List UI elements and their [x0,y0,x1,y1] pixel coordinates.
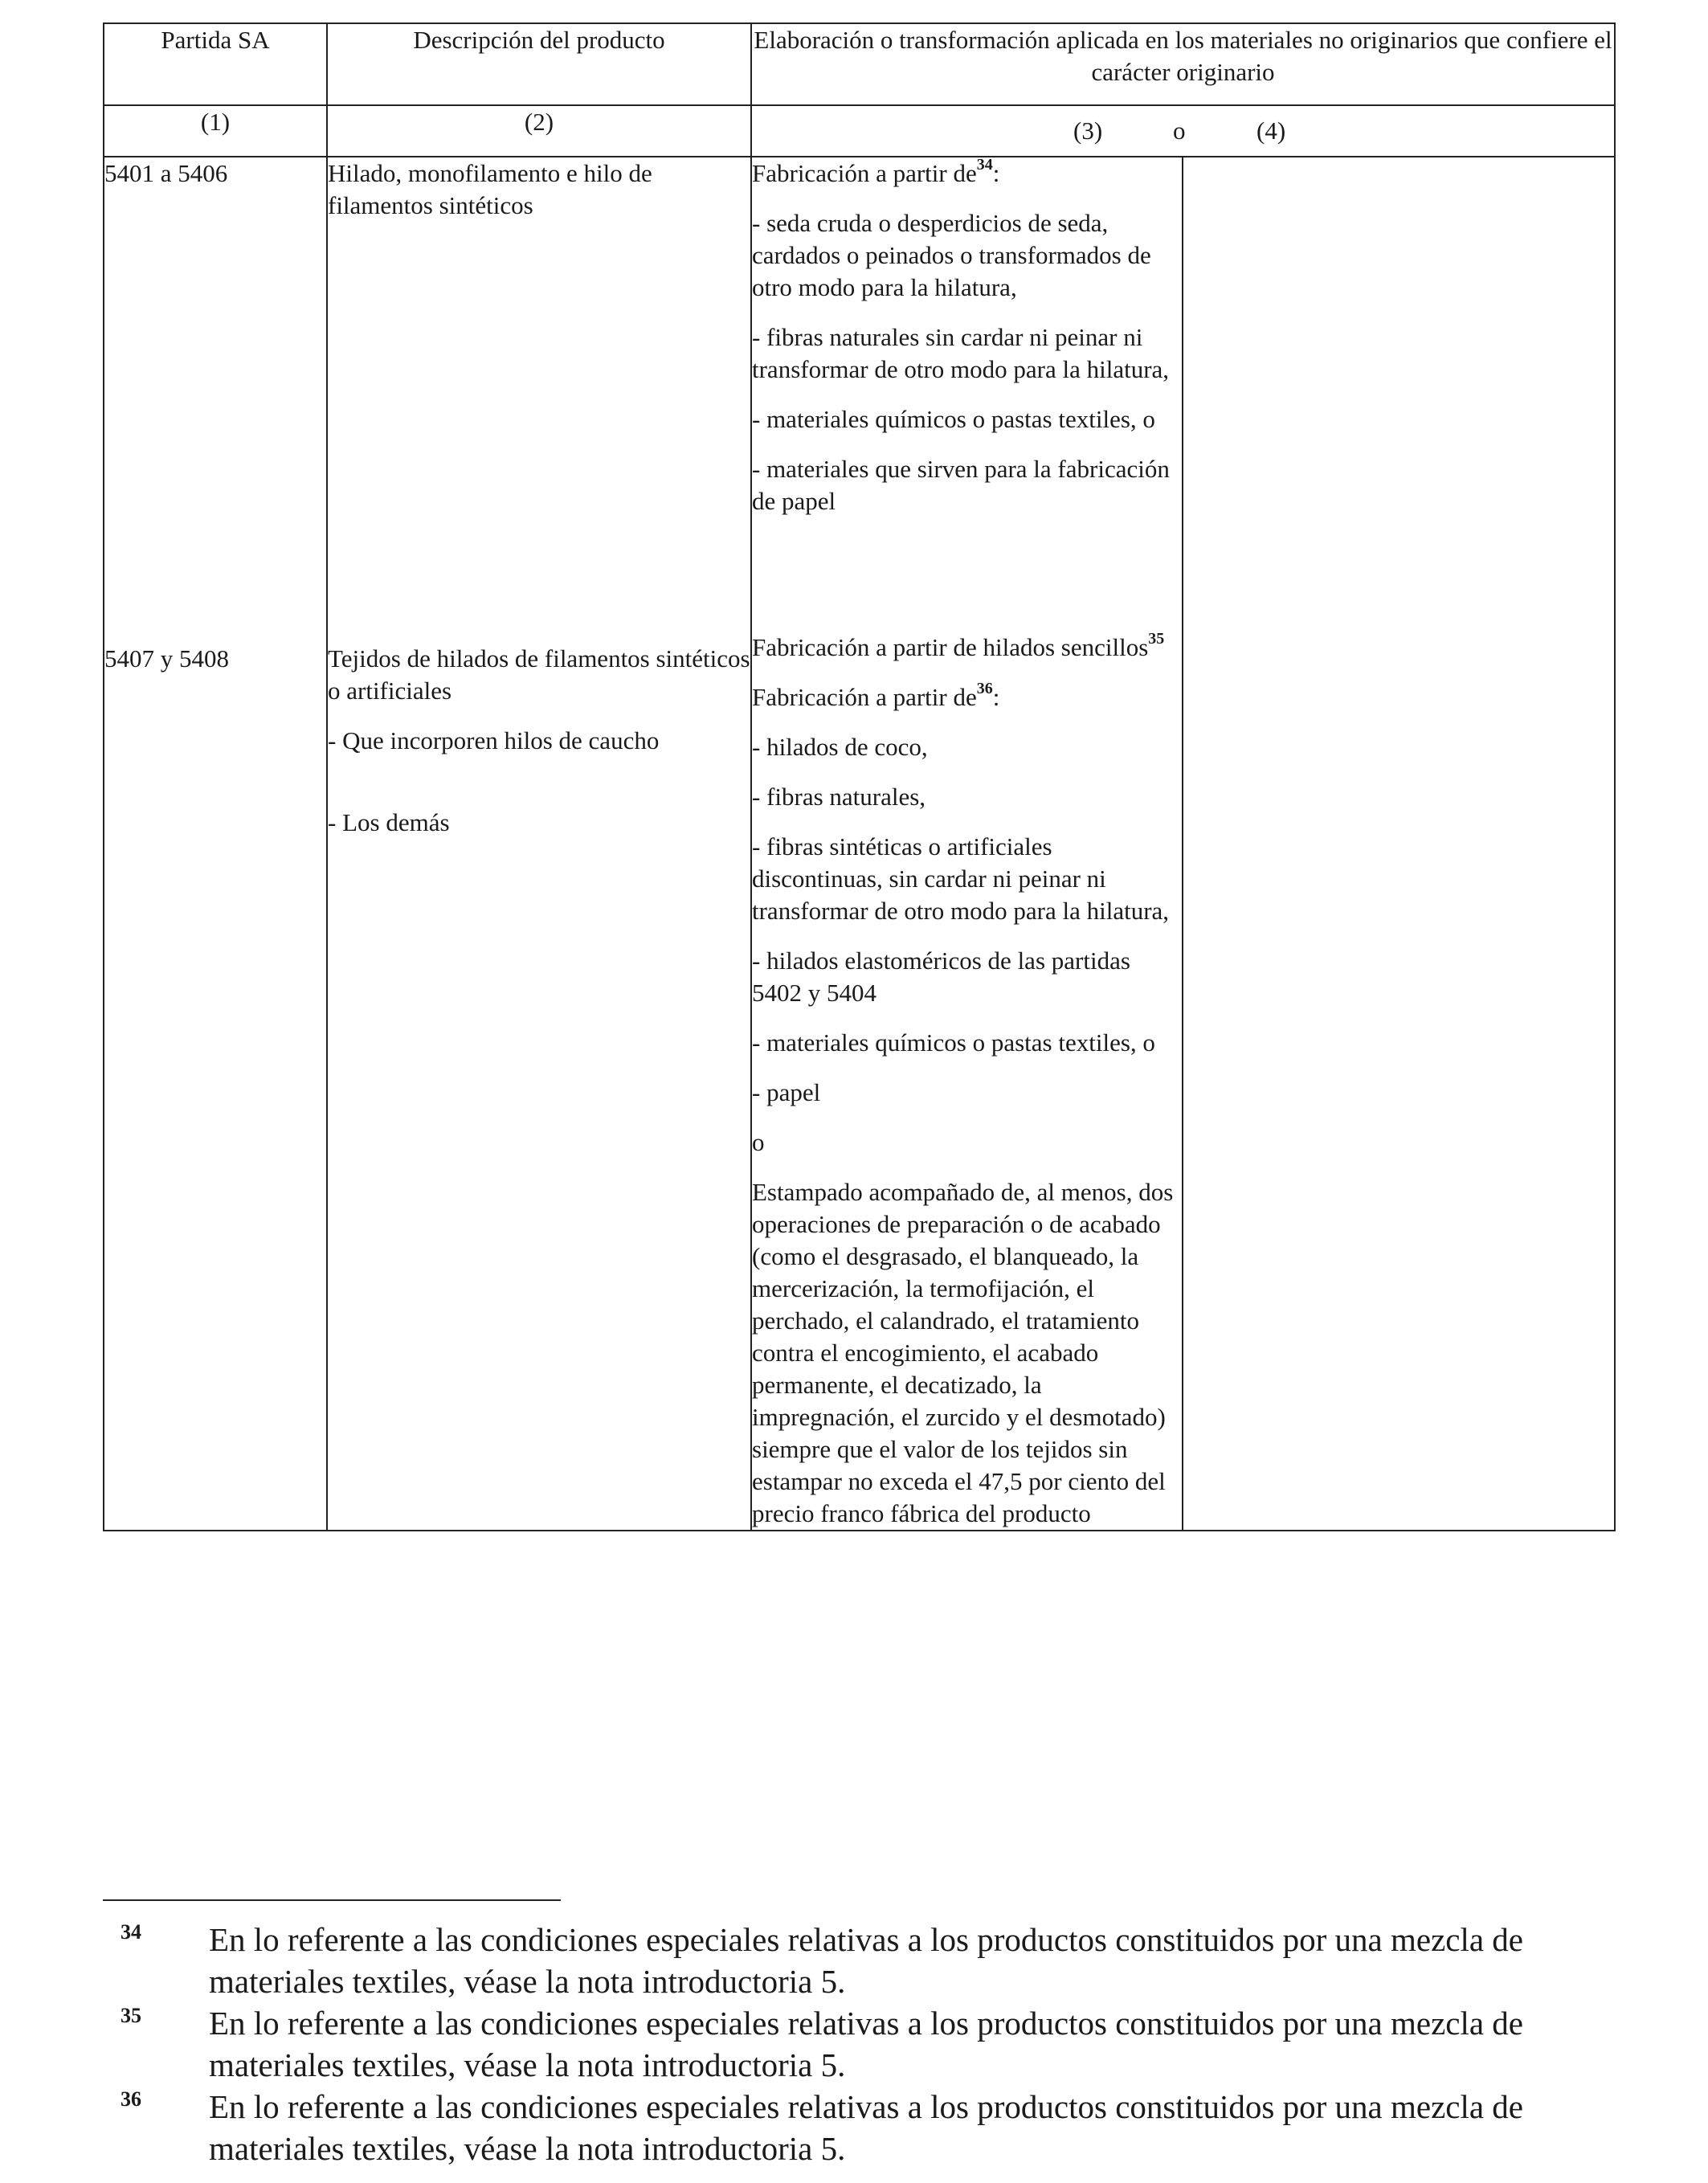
column-number-2: (2) [327,105,751,157]
proc-r1-item: - materiales que sirven para la fabricación de papel [752,455,1170,515]
desc-tejidos-filamentos: Tejidos de hilados de filamentos sintéticos o artificiales [328,644,750,705]
footnote-text: En lo referente a las condiciones especiales relativas a los productos constituidos por una mezcla de materiales textiles, véase la nota introductoria 5. [209,1921,1523,2000]
proc-r2b-item: - fibras naturales, [752,783,926,811]
desc-los-demas: - Los demás [328,808,450,836]
footnote-35 [103,2002,1614,2086]
proc-r2b-item: - papel [752,1078,821,1106]
proc-r2a [752,629,1182,664]
desc-hilado-sinteticos: Hilado, monofilamento e hilo de filamentos sintéticos [328,159,652,219]
code-5407-5408: 5407 y 5408 [104,644,229,672]
footnote-ref-36: 36 [976,679,993,697]
proc-r1-intro-text: Fabricación a partir de [752,159,977,187]
proc-r2b-estampado: Estampado acompañado de, al menos, dos operaciones de preparación o de acabado (como el desgrasado, el blanqueado, la mercerización, la termofijación, el perchado, el calandrado, el tratamiento contra el encogimiento, el acabado permanente, el decatizado, la impregnación, el zurcido y el desmotado) siempre que el valor de los tejidos sin estampar no exceda el 47,5 por ciento del precio franco fábrica del producto [752,1178,1174,1527]
descripcion-cell [327,157,751,1531]
footnotes [103,1919,1614,2169]
desc-hilos-caucho: - Que incorporen hilos de caucho [328,726,660,754]
elaboracion-cell [751,157,1183,1531]
proc-r2b-or: o [752,1128,765,1156]
footnote-34 [103,1919,1614,2002]
footnote-number: 35 [121,2004,141,2027]
proc-r2b-item: - hilados de coco, [752,733,928,761]
footnote-ref-35: 35 [1148,629,1165,648]
footnote-text: En lo referente a las condiciones especiales relativas a los productos constituidos por una mezcla de materiales textiles, véase la nota introductoria 5. [209,2005,1523,2083]
footnote-number: 34 [121,1920,141,1944]
proc-r1-item: - seda cruda o desperdicios de seda, cardados o peinados o transformados de otro modo para la hilatura, [752,209,1151,301]
column-number-3: (3) [1073,117,1103,145]
column-number-3-4 [751,105,1615,157]
proc-r2b-intro [752,681,1182,713]
footnote-ref-34: 34 [976,155,993,174]
header-elaboracion: Elaboración o transformación aplicada en los materiales no originarios que confiere el carácter originario [751,23,1615,105]
table-header-row [104,23,1615,105]
table-body-row [104,157,1615,1531]
proc-r2b-item: - materiales químicos o pastas textiles, o [752,1028,1155,1057]
header-partida-sa: Partida SA [104,23,327,105]
column-number-1: (1) [104,105,327,157]
proc-r2a-text: Fabricación a partir de hilados sencillos [752,633,1149,661]
footnote-36 [103,2086,1614,2169]
proc-r2b-intro-colon: : [992,683,1000,711]
origin-rules-table [103,22,1616,1531]
partida-cell [104,157,327,1531]
proc-r1-intro [752,157,1182,190]
column-numbers-row [104,105,1615,157]
code-5401-5406: 5401 a 5406 [104,159,228,187]
proc-r1-item: - materiales químicos o pastas textiles, o [752,405,1155,433]
proc-r2b-item: - hilados elastoméricos de las partidas 5402 y 5404 [752,946,1130,1007]
footnote-separator [103,1899,561,1901]
header-descripcion: Descripción del producto [327,23,751,105]
footnote-text: En lo referente a las condiciones especiales relativas a los productos constituidos por una mezcla de materiales textiles, véase la nota introductoria 5. [209,2088,1523,2167]
proc-r2b-item: - fibras sintéticas o artificiales discontinuas, sin cardar ni peinar ni transformar de otro modo para la hilatura, [752,832,1170,925]
column-or: o [1173,117,1186,145]
proc-r1-intro-colon: : [992,159,1000,187]
column-number-4: (4) [1256,117,1286,145]
footnote-number: 36 [121,2087,141,2111]
column-4-cell [1183,157,1615,1531]
proc-r2b-intro-text: Fabricación a partir de [752,683,977,711]
proc-r1-item: - fibras naturales sin cardar ni peinar ni transformar de otro modo para la hilatura, [752,323,1170,383]
